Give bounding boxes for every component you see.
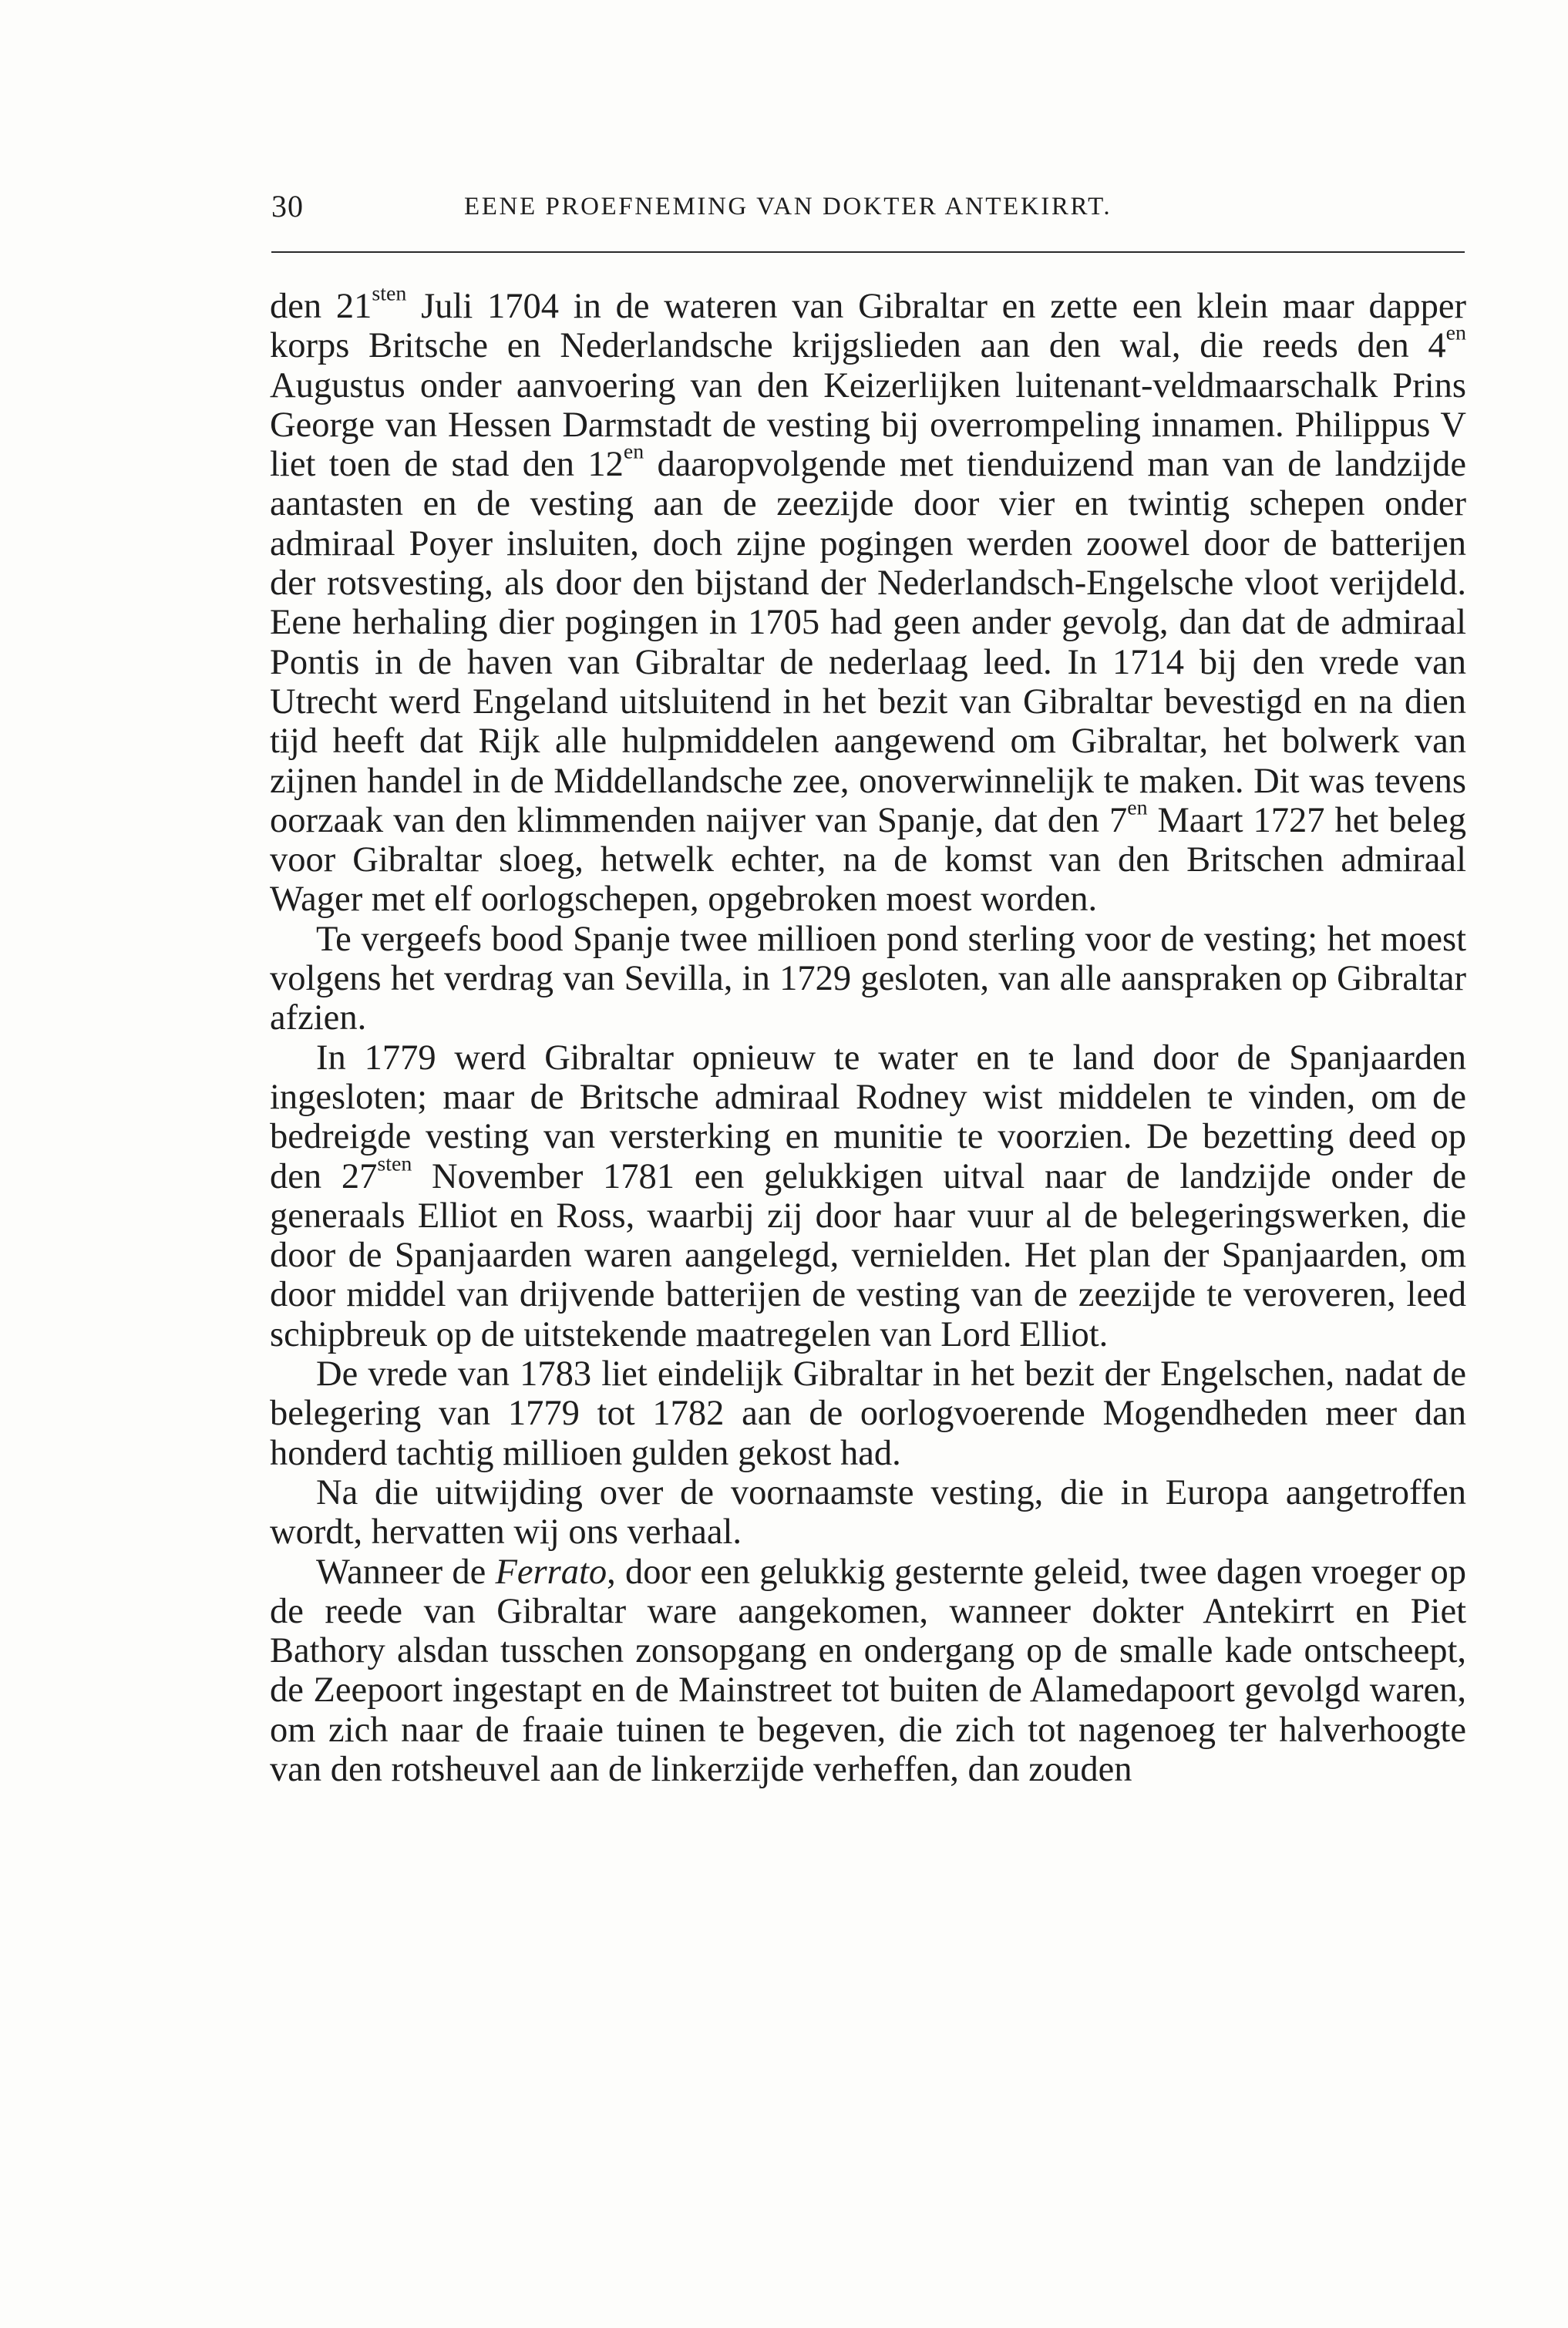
text-run: Wanneer de [316, 1552, 496, 1592]
paragraph [270, 1473, 1466, 1553]
text-run: , door een gelukkig gesternte geleid, twee dagen vroeger op de reede van Gibraltar ware aangekomen, wanneer dokter Antekirrt en Piet Bathory alsdan tusschen zonsopgang en ondergang op de smalle kade ontscheept, de Zeepoort ingestapt en de Mainstreet tot buiten de Alamedapoort gevolgd waren, om zich naar de fraaie tuinen te begeven, die zich tot nagenoeg ter halverhoogte van den rotsheuvel aan de linkerzijde verheffen, dan zouden [270, 1552, 1466, 1789]
page-number: 30 [271, 189, 304, 224]
superscript: en [1445, 321, 1466, 345]
paragraph [270, 1038, 1466, 1354]
running-head [271, 183, 1465, 230]
text-run: Te vergeefs bood Spanje twee millioen pond sterling voor de vesting; het moest volgens het verdrag van Sevilla, in 1729 gesloten, van alle aanspraken op Gibraltar afzien. [270, 919, 1466, 1038]
text-run: Na die uitwijding over de voornaamste vesting, die in Europa aangetroffen wordt, hervatten wij ons verhaal. [270, 1472, 1466, 1553]
text-run: November 1781 een gelukkigen uitval naar de landzijde onder de generaals Elliot en Ross, waarbij zij door haar vuur al de belegeringswerken, die door de Spanjaarden waren aangelegd, vernielden. Het plan der Spanjaarden, om door middel van drijvende batterijen de vesting van de zeezijde te veroveren, leed schipbreuk op de uitstekende maatregelen van Lord Elliot. [270, 1156, 1466, 1354]
text-run: De vrede van 1783 liet eindelijk Gibraltar in het bezit der Engelschen, nadat de belegering van 1779 tot 1782 aan de oorlogvoerende Mogendheden meer dan honderd tachtig millioen gulden gekost had. [270, 1354, 1466, 1473]
text-run: Juli 1704 in de wateren van Gibraltar en zette een klein maar dapper korps Britsche en Nederlandsche krijgslieden aan den wal, die reeds den 4 [270, 287, 1466, 366]
running-title: EENE PROEFNEMING VAN DOKTER ANTEKIRRT. [464, 193, 1112, 220]
text-run: den 21 [270, 287, 372, 326]
paragraph [270, 920, 1466, 1038]
header-rule [271, 251, 1465, 253]
text-run: daaropvolgende met tienduizend man van de landzijde aantasten en de vesting aan de zeezijde door vier en twintig schepen onder admiraal Poyer insluiten, doch zijne pogingen werden zoowel door de batterijen der rotsvesting, als door den bijstand der Nederlandsch-Engelsche vloot verijdeld. Eene herhaling dier pogingen in 1705 had geen ander gevolg, dan dat de admiraal Pontis in de haven van Gibraltar de nederlaag leed. In 1714 bij den vrede van Utrecht werd Engeland uitsluitend in het bezit van Gibraltar bevestigd en na dien tijd heeft dat Rijk alle hulpmiddelen aangewend om Gibraltar, het bolwerk van zijnen handel in de Middellandsche zee, onoverwinnelijk te maken. Dit was tevens oorzaak van den klimmenden naijver van Spanje, dat den 7 [270, 445, 1466, 840]
text-run: Augustus onder aanvoering van den Keizerlijken luitenant-veldmaarschalk Prins George van Hessen Darmstadt de vesting bij overrompeling innamen. Philippus V liet toen de stad den 12 [270, 365, 1466, 485]
italic-text: Ferrato [495, 1552, 607, 1592]
body-text [270, 281, 1466, 1789]
paragraph [270, 1553, 1466, 1790]
superscript: sten [377, 1152, 412, 1176]
superscript: sten [372, 281, 407, 306]
paragraph [270, 1354, 1466, 1473]
text-run: In 1779 werd Gibraltar opnieuw te water en te land door de Spanjaarden ingesloten; maar de Britsche admiraal Rodney wist middelen te vinden, om de bedreigde vesting van versterking en munitie te voorzien. De bezetting deed op den 27 [270, 1038, 1466, 1196]
text-run: Maart 1727 het beleg voor Gibraltar sloeg, hetwelk echter, na de komst van den Britschen admiraal Wager met elf oorlogschepen, opgebroken moest worden. [270, 800, 1466, 920]
superscript: en [623, 439, 644, 464]
paragraph [270, 281, 1466, 920]
superscript: en [1127, 796, 1148, 820]
